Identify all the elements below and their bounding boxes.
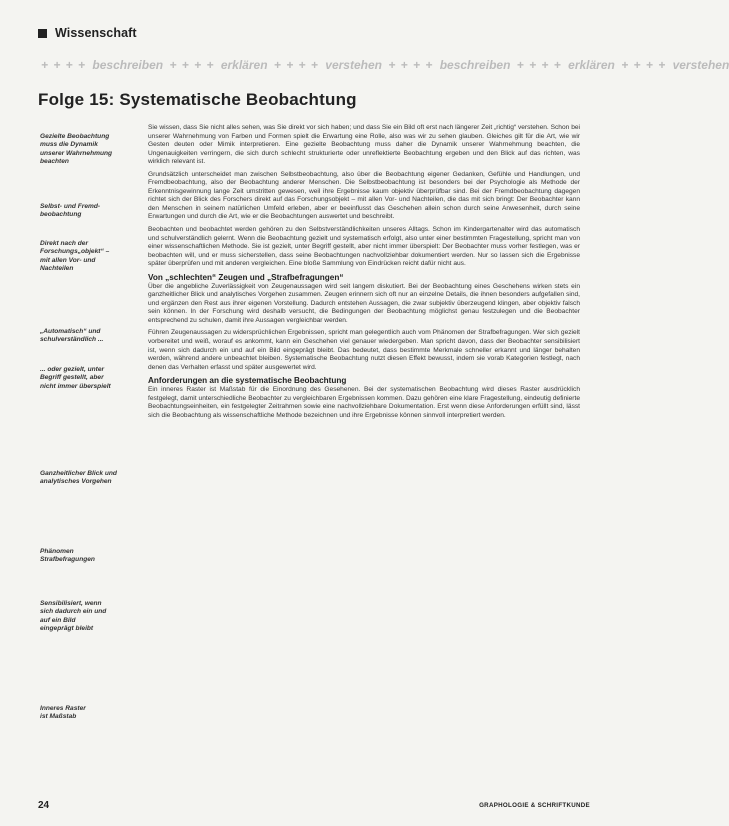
ribbon-word: beschreiben [92,58,164,72]
sidenote: Direkt nach der Forschungs„objekt“ – mit allen Vor- und Nachteilen [40,240,110,273]
paragraph: Führen Zeugenaussagen zu widersprüchlichen Ergebnissen, spricht man gelegentlich auch vom Phänomen der Strafbefragungen. Wer sich gezielt vorbereitet und weiß, worauf es ankommt, kann ein Geschehen viel genauer wiedergeben. Man spricht davon, dass der Beobachter sensibilisiert ist, wenn sich dadurch ein und auf ein Bild eingeprägt bleibt. Das bedeutet, dass bestimmte Merkmale schneller erkannt und länger behalten werden, während andere unbeachtet bleiben. Systematische Beobachtung nutzt diesen Effekt bewusst, indem sie vorab Kategorien festlegt, nach denen das Verhalten erfasst und später ausgewertet wird. [148,329,580,371]
article-body [148,124,580,424]
sidenote: „Automatisch“ und schulverständlich ... [40,328,104,344]
keyword-ribbon: + + + + beschreiben + + + + erklären + + + + verstehen + + + + beschreiben + + + + erklären + + + + verstehen [41,58,729,72]
sidenote: Sensibilisiert, wenn sich dadurch ein und auf ein Bild eingeprägt bleibt [40,600,107,633]
section-header [38,26,137,40]
ribbon-word: verstehen [325,58,382,72]
ribbon-word: erklären [568,58,615,72]
section-square-icon [38,29,47,38]
paragraph: Ein inneres Raster ist Maßstab für die Einordnung des Gesehenen. Bei der systematischen Beobachtung wird dieses Raster ausdrücklich festgelegt, damit unterschiedliche Beobachter zu vergleichbaren Ergebnissen kommen. Dazu gehören eine klare Fragestellung, eindeutig definierte Beobachtungseinheiten, ein festgelegter Zeitrahmen sowie eine nachvollziehbare Dokumentation. Erst wenn diese Anforderungen erfüllt sind, lässt sich die Beobachtung als wissenschaftliche Methode bezeichnen und ihre Ergebnisse können sinnvoll interpretiert werden. [148,386,580,419]
paragraph: Beobachten und beobachtet werden gehören zu den Selbstverständlichkeiten unseres Alltags. Schon im Kindergartenalter wird das automatisch und schulverständlich gelernt. Wenn die Beobachtung gezielt und systematisch erfolgt, also unter einer bestimmten Fragestellung, spricht man von einer wissenschaftlichen Methode. Sie ist gezielt, unter Begriff gestellt, aber nicht immer überspielt: Der Beobachter muss vorher festlegen, was er beobachten will, und er muss sicherstellen, dass seine Beobachtungen nachvollziehbar dokumentiert werden. Nur so lassen sich die Ergebnisse später überprüfen und mit anderen vergleichen. Eine bloße Sammlung von Eindrücken reicht dafür nicht aus. [148,226,580,268]
paragraph: Sie wissen, dass Sie nicht alles sehen, was Sie direkt vor sich haben; und dass Sie ein Bild oft erst nach längerer Zeit „richtig“ verstehen. Schon bei unserer Wahrnehmung von Farben und Formen spielt die Erwartung eine Rolle, also was wir zu sehen glauben. Gleiches gilt für die Art, wie wir Gesten deuten oder Mimik interpretieren. Eine gezielte Beobachtung muss daher die Dynamik unserer Wahrnehmung beachten, die Ungenauigkeiten verringern, die sich durch schlecht strukturierte oder unreflektierte Beobachtung ergeben und den Blick auf das richten, was wirklich relevant ist. [148,124,580,166]
sidenote: Gezielte Beobachtung muss die Dynamik unserer Wahrnehmung beachten [40,133,113,166]
sidenote: Selbst- und Fremd- beobachtung [40,203,101,219]
paragraph: Über die angebliche Zuverlässigkeit von Zeugenaussagen wird seit langem diskutiert. Bei der Beobachtung eines Geschehens wirken stets ein ganzheitlicher Blick und analytisches Vorgehen zusammen. Zeugen erinnern sich oft nur an einzelne Details, die ihnen besonders aufgefallen sind, und ergänzen den Rest aus ihrer eigenen Vorstellung. Dadurch entstehen Aussagen, die zwar subjektiv überzeugend klingen, aber objektiv falsch sein können. In der Forschung wird deshalb versucht, die Bedingungen der Beobachtung möglichst genau festzulegen und die Beobachter entsprechend zu schulen, damit ihre Aussagen vergleichbar werden. [148,282,580,324]
sidenote: Inneres Raster ist Maßstab [40,705,86,721]
ribbon-word: beschreiben [439,58,511,72]
paragraph: Grundsätzlich unterscheidet man zwischen Selbstbeobachtung, also über die Beobachtung eigener Gedanken, Gefühle und Handlungen, und Fremdbeobachtung, also der Beobachtung anderer Menschen. Die Selbstbeobachtung ist besonders bei der Psychologie als Methode der Erkenntnisgewinnung lange Zeit umstritten gewesen, weil ihre Ergebnisse kaum objektiv überprüfbar sind. Bei der Fremdbeobachtung dagegen richtet sich der Blick des Forschers direkt auf das Forschungsobjekt – mit allen Vor- und Nachteilen, die das mit sich bringt: Der Beobachter kann den Menschen in seinem natürlichen Umfeld erleben, aber er beeinflusst das Geschehen allein schon durch seine Anwesenheit, durch seine Erwartungen und durch die Art, wie er die Beobachtungen auswertet und beschreibt. [148,170,580,221]
article-title: Folge 15: Systematische Beobachtung [38,90,357,109]
magazine-name: GRAPHOLOGIE & SCHRIFTKUNDE [479,802,590,809]
subheading: Anforderungen an die systematische Beobachtung [148,376,347,386]
page-number: 24 [38,800,50,811]
ribbon-word: erklären [220,58,268,72]
subheading: Von „schlechten“ Zeugen und „Strafbefragungen“ [148,272,344,282]
sidenote: ... oder gezielt, unter Begriff gestellt, aber nicht immer überspielt [40,366,111,390]
sidenote: Phänomen Strafbefragungen [40,548,95,564]
sidenote: Ganzheitlicher Blick und analytisches Vorgehen [40,470,117,486]
ribbon-word: verstehen [672,58,729,72]
section-label: Wissenschaft [55,26,137,40]
